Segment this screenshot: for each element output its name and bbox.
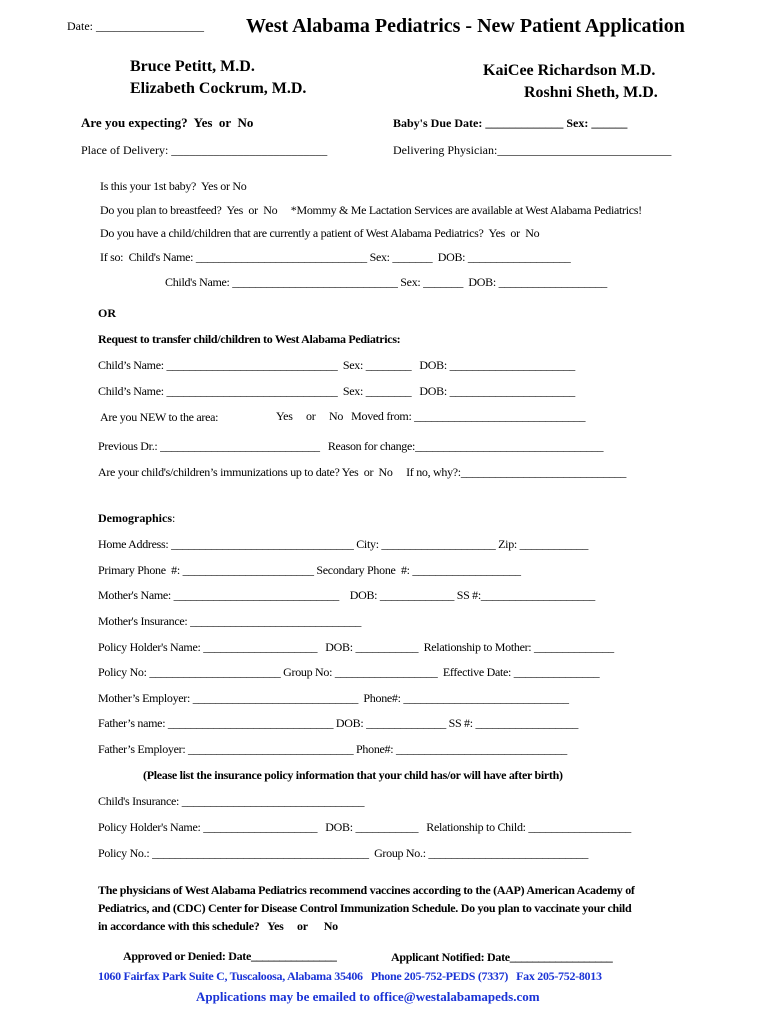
immunizations-question[interactable]: Are your child's/children’s immunizations up to date? Yes or No If no, why?:_____________________________ — [98, 465, 627, 479]
expecting-question[interactable]: Are you expecting? Yes or No — [81, 115, 254, 130]
transfer-child-row[interactable]: Child’s Name: ______________________________ Sex: ________ DOB: ______________________ — [98, 384, 575, 398]
vaccine-statement: The physicians of West Alabama Pediatrics recommend vaccines according to the (AAP) American Academy of — [98, 883, 635, 897]
vaccine-statement: Pediatrics, and (CDC) Center for Disease Control Immunization Schedule. Do you plan to vaccinate your child — [98, 901, 632, 915]
first-baby-question[interactable]: Is this your 1st baby? Yes or No — [100, 179, 247, 193]
current-patient-question[interactable]: Do you have a child/children that are currently a patient of West Alabama Pediatrics? Yes or No — [100, 226, 540, 240]
or-label: OR — [98, 306, 116, 320]
breastfeed-question[interactable]: Do you plan to breastfeed? Yes or No *Mommy & Me Lactation Services are available at West Alabama Pediatrics! — [100, 203, 642, 217]
applicant-notified-field[interactable]: Applicant Notified: Date__________________ — [391, 950, 613, 964]
mother-insurance-row[interactable]: Mother's Insurance: ______________________________ — [98, 614, 362, 628]
transfer-heading: Request to transfer child/children to West Alabama Pediatrics: — [98, 332, 401, 346]
place-of-delivery-field[interactable]: Place of Delivery: __________________________ — [81, 143, 328, 157]
email-note: Applications may be emailed to office@westalabamapeds.com — [196, 989, 540, 1004]
form-title: West Alabama Pediatrics - New Patient Application — [246, 15, 685, 37]
child-insurance-row[interactable]: Child's Insurance: ________________________________ — [98, 794, 365, 808]
current-child-row[interactable]: Child's Name: _____________________________ Sex: _______ DOB: ___________________ — [165, 275, 607, 289]
current-child-row[interactable]: If so: Child's Name: ______________________________ Sex: _______ DOB: __________________ — [100, 250, 571, 264]
mother-employer-row[interactable]: Mother’s Employer: _____________________________ Phone#: _____________________________ — [98, 691, 569, 705]
demographics-heading-text: Demographics — [98, 511, 172, 525]
child-insurance-note: (Please list the insurance policy information that your child has/or will have after birth) — [143, 768, 563, 782]
policy-number-row[interactable]: Policy No: _______________________ Group No: __________________ Effective Date: _______________ — [98, 665, 600, 679]
new-area-question: Are you NEW to the area: — [100, 410, 219, 424]
father-employer-row[interactable]: Father’s Employer: _____________________________ Phone#: ______________________________ — [98, 742, 567, 756]
demographics-colon: : — [172, 511, 176, 525]
new-area-options[interactable]: Yes or No Moved from: ______________________________ — [276, 409, 586, 423]
vaccine-question[interactable]: in accordance with this schedule? Yes or No — [98, 919, 338, 933]
doctor-name: KaiCee Richardson M.D. — [483, 62, 656, 79]
approved-denied-field[interactable]: Approved or Denied: Date_______________ — [123, 949, 337, 963]
home-address-row[interactable]: Home Address: ________________________________ City: ____________________ Zip: ____________ — [98, 537, 589, 551]
doctor-name: Elizabeth Cockrum, M.D. — [130, 80, 307, 97]
mother-name-row[interactable]: Mother's Name: _____________________________ DOB: _____________ SS #:____________________ — [98, 588, 595, 602]
date-field[interactable]: Date: __________________ — [67, 19, 204, 33]
doctor-name: Bruce Petitt, M.D. — [130, 58, 255, 75]
child-policy-number-row[interactable]: Policy No.: ______________________________________ Group No.: ____________________________ — [98, 846, 589, 860]
previous-doctor-row[interactable]: Previous Dr.: ____________________________ Reason for change:_________________________________ — [98, 439, 604, 453]
delivering-physician-field[interactable]: Delivering Physician:_____________________________ — [393, 143, 672, 157]
father-name-row[interactable]: Father’s name: _____________________________ DOB: ______________ SS #: __________________ — [98, 716, 579, 730]
child-policy-holder-row[interactable]: Policy Holder's Name: ____________________ DOB: ___________ Relationship to Child: __________________ — [98, 820, 631, 834]
office-address: 1060 Fairfax Park Suite C, Tuscaloosa, Alabama 35406 Phone 205-752-PEDS (7337) Fax 205-752-8013 — [98, 969, 602, 983]
due-date-field[interactable]: Baby's Due Date: _____________ Sex: ______ — [393, 116, 628, 130]
doctor-name: Roshni Sheth, M.D. — [524, 84, 658, 101]
phone-row[interactable]: Primary Phone #: _______________________ Secondary Phone #: ___________________ — [98, 563, 521, 577]
demographics-heading — [98, 511, 175, 526]
policy-holder-row[interactable]: Policy Holder's Name: ____________________ DOB: ___________ Relationship to Mother: ______________ — [98, 640, 614, 654]
transfer-child-row[interactable]: Child’s Name: ______________________________ Sex: ________ DOB: ______________________ — [98, 358, 575, 372]
